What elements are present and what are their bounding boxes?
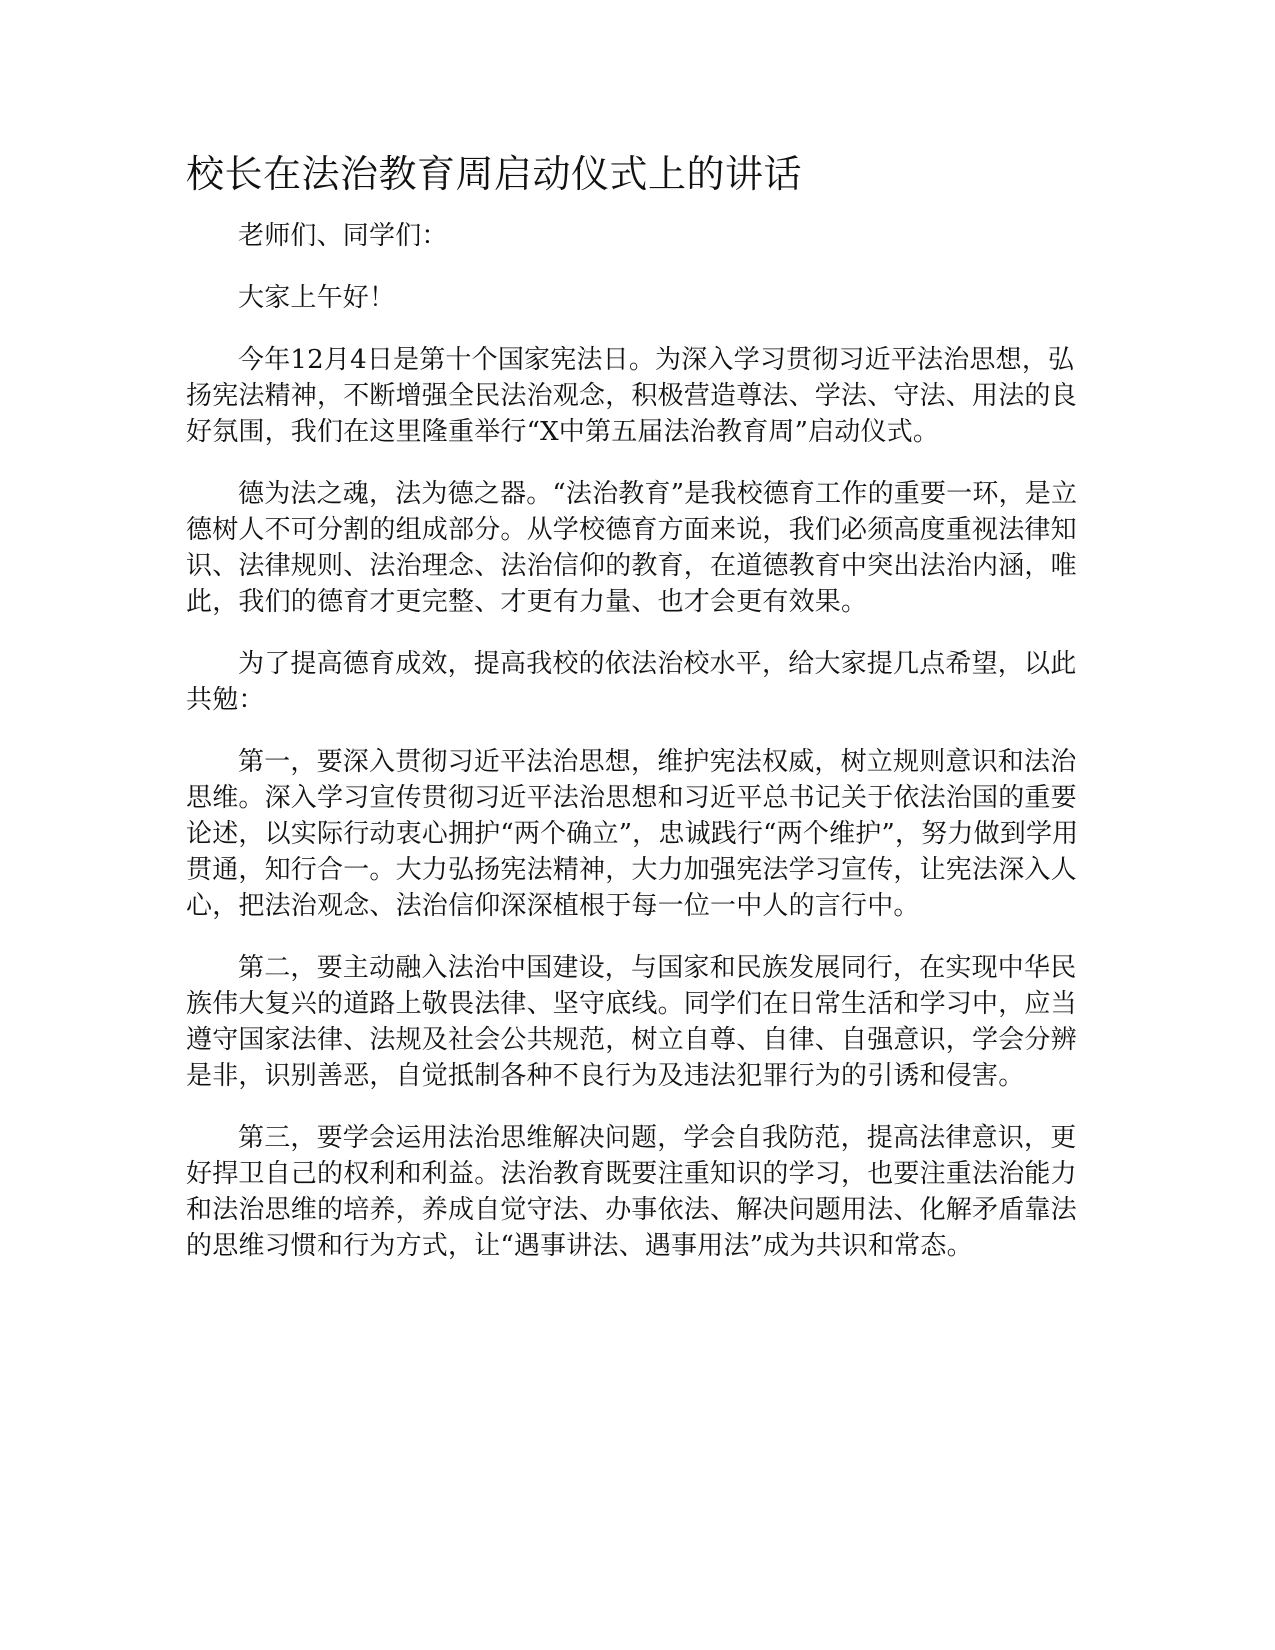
paragraph-point-one: 第一，要深入贯彻习近平法治思想，维护宪法权威，树立规则意识和法治思维。深入学习宣传贯彻习近平法治思想和习近平总书记关于依法治国的重要论述，以实际行动衷心拥护“两个确立”，忠诚践行“两个维护”，努力做到学用贯通，知行合一。大力弘扬宪法精神，大力加强宪法学习宣传，让宪法深入人心，把法治观念、法治信仰深深植根于每一位一中人的言行中。 xyxy=(186,747,1079,921)
document-body xyxy=(186,148,1086,1290)
document-title: 校长在法治教育周启动仪式上的讲话 xyxy=(186,152,803,196)
paragraph-salutation: 老师们、同学们： xyxy=(238,221,448,251)
paragraph-hopes-intro: 为了提高德育成效，提高我校的依法治校水平，给大家提几点希望，以此共勉： xyxy=(186,649,1077,715)
paragraph-moral-education: 德为法之魂，法为德之器。“法治教育”是我校德育工作的重要一环，是立德树人不可分割的组成部分。从学校德育方面来说，我们必须高度重视法律知识、法律规则、法治理念、法治信仰的教育，在道德教育中突出法治内涵，唯此，我们的德育才更完整、才更有力量、也才会更有效果。 xyxy=(186,479,1078,617)
paragraph-intro: 今年12月4日是第十个国家宪法日。为深入学习贯彻习近平法治思想，弘扬宪法精神，不断增强全民法治观念，积极营造尊法、学法、守法、用法的良好氛围，我们在这里隆重举行“X中第五届法治教育周”启动仪式。 xyxy=(186,345,1077,447)
paragraph-greeting: 大家上午好！ xyxy=(238,283,396,313)
paragraph-point-two: 第二，要主动融入法治中国建设，与国家和民族发展同行，在实现中华民族伟大复兴的道路上敬畏法律、坚守底线。同学们在日常生活和学习中，应当遵守国家法律、法规及社会公共规范，树立自尊、自律、自强意识，学会分辨是非，识别善恶，自觉抵制各种不良行为及违法犯罪行为的引诱和侵害。 xyxy=(186,953,1077,1091)
paragraph-point-three: 第三，要学会运用法治思维解决问题，学会自我防范，提高法律意识，更好捍卫自己的权利和利益。法治教育既要注重知识的学习，也要注重法治能力和法治思维的培养，养成自觉守法、办事依法、解决问题用法、化解矛盾靠法的思维习惯和行为方式，让“遇事讲法、遇事用法”成为共识和常态。 xyxy=(186,1123,1077,1261)
